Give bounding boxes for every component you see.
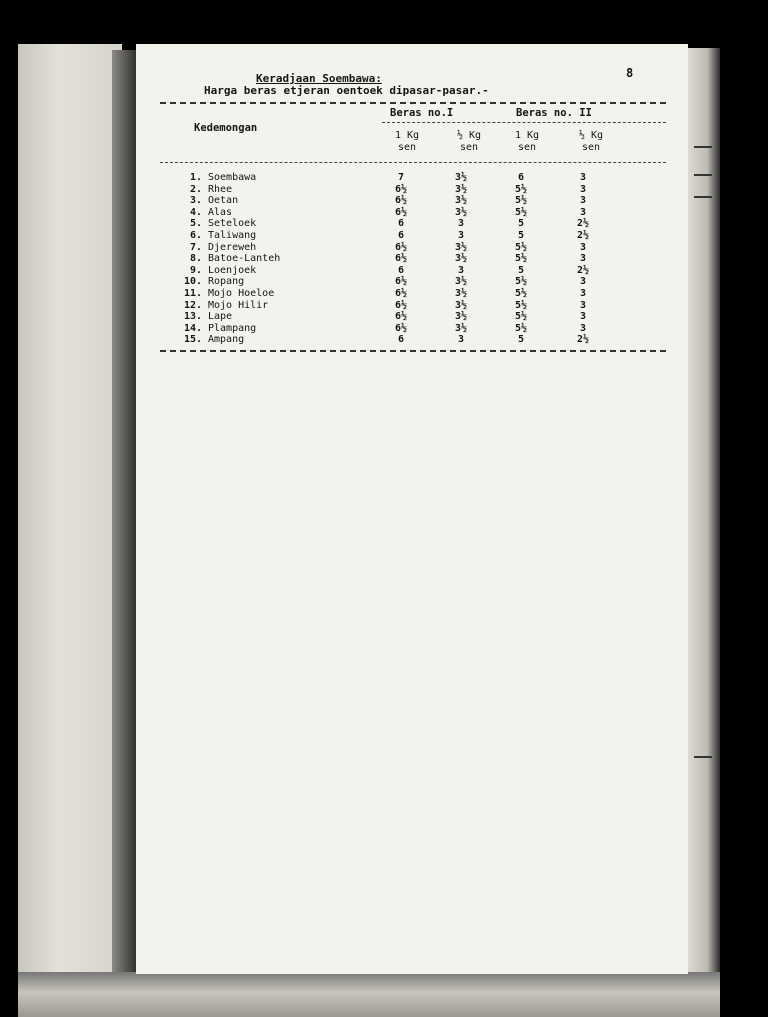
row-number: 2.: [189, 183, 202, 195]
table-row: [176, 184, 676, 196]
price-table-body: [176, 172, 676, 346]
row-number: 1.: [189, 172, 202, 183]
price-cell: 5½: [514, 206, 528, 218]
row-number: 7.: [189, 241, 202, 253]
price-cell: 6½: [394, 206, 408, 218]
table-row: [176, 172, 676, 184]
price-cell: 6½: [394, 241, 408, 253]
table-row: [176, 311, 676, 323]
price-cell: 3½: [454, 311, 468, 323]
kedemongan-name: Soembawa: [208, 172, 257, 183]
price-cell: 3: [579, 311, 587, 323]
price-cell: 5½: [514, 276, 528, 288]
table-row: [176, 323, 676, 335]
kedemongan-name: Rhee: [208, 183, 233, 195]
price-cell: 5½: [514, 253, 528, 265]
price-cell: 2½: [576, 334, 590, 346]
kedemongan-name: Loenjoek: [208, 264, 257, 276]
price-cell: 3: [579, 299, 587, 311]
top-rule: [160, 102, 666, 104]
kedemongan-name: Plampang: [208, 322, 257, 334]
left-margin-strip: [18, 44, 122, 984]
document-page: [136, 44, 688, 974]
price-cell: 5½: [514, 183, 528, 195]
price-cell: 5: [517, 229, 525, 241]
price-cell: 3: [579, 322, 587, 334]
price-cell: 3: [579, 287, 587, 299]
price-cell: 3: [457, 229, 465, 241]
price-cell: 7: [397, 172, 405, 183]
subheader-cell: [446, 130, 492, 154]
price-cell: 6½: [394, 183, 408, 195]
kedemongan-name: Ropang: [208, 276, 245, 288]
row-number: 10.: [183, 276, 202, 288]
price-cell: 5½: [514, 299, 528, 311]
table-row: [176, 218, 676, 230]
price-cell: 6½: [394, 253, 408, 265]
price-cell: 3: [457, 334, 465, 346]
price-cell: 3½: [454, 183, 468, 195]
row-number: 3.: [189, 195, 202, 207]
kedemongan-name: Oetan: [208, 195, 239, 207]
price-cell: 3: [579, 172, 587, 183]
table-row: [176, 334, 676, 346]
subheader-unit: sen: [517, 142, 537, 153]
price-cell: 6: [397, 264, 405, 276]
table-row: [176, 207, 676, 219]
edge-mark: [694, 174, 712, 176]
price-cell: 3: [457, 218, 465, 230]
kedemongan-name: Lape: [208, 311, 233, 323]
price-cell: 3½: [454, 253, 468, 265]
row-number: 9.: [189, 264, 202, 276]
table-row: [176, 288, 676, 300]
row-number: 11.: [183, 287, 202, 299]
kedemongan-name: Mojo Hoeloe: [208, 287, 275, 299]
price-cell: 5½: [514, 241, 528, 253]
price-cell: 3: [579, 195, 587, 207]
kedemongan-name: Mojo Hilir: [208, 299, 269, 311]
price-cell: 3½: [454, 206, 468, 218]
kedemongan-name: Seteloek: [208, 218, 257, 230]
price-cell: 2½: [576, 264, 590, 276]
price-cell: 2½: [576, 229, 590, 241]
price-cell: 6½: [394, 195, 408, 207]
header-rule: [160, 162, 666, 163]
group-header-beras-1: Beras no.I: [390, 107, 454, 119]
table-row: [176, 276, 676, 288]
row-header-kedemongan: Kedemongan: [194, 122, 258, 134]
kedemongan-name: Taliwang: [208, 229, 257, 241]
price-cell: 3: [579, 276, 587, 288]
row-number: 12.: [183, 299, 202, 311]
row-number: 6.: [189, 229, 202, 241]
price-cell: 5½: [514, 311, 528, 323]
kedemongan-name: Batoe-Lanteh: [208, 253, 281, 265]
price-cell: 3: [579, 206, 587, 218]
price-cell: 6½: [394, 287, 408, 299]
price-cell: 3½: [454, 287, 468, 299]
subheader-qty: 1 Kg: [394, 130, 420, 141]
row-number: 4.: [189, 206, 202, 218]
page-title: Keradjaan Soembawa:: [256, 72, 382, 85]
group-header-beras-2: Beras no. II: [516, 107, 592, 119]
subheader-cell: [504, 130, 550, 154]
price-cell: 3: [579, 183, 587, 195]
subheader-qty: 1 Kg: [514, 130, 540, 141]
price-cell: 3: [457, 264, 465, 276]
price-cell: 3½: [454, 195, 468, 207]
table-row: [176, 242, 676, 254]
price-cell: 3½: [454, 299, 468, 311]
price-cell: 5½: [514, 287, 528, 299]
subheader-unit: sen: [459, 142, 479, 153]
row-number: 15.: [183, 334, 202, 346]
edge-mark: [694, 756, 712, 758]
price-cell: 3: [579, 241, 587, 253]
price-cell: 3½: [454, 241, 468, 253]
kedemongan-name: Alas: [208, 206, 233, 218]
page-number: 8: [626, 66, 634, 80]
binding-shadow: [112, 50, 138, 980]
edge-mark: [694, 196, 712, 198]
price-cell: 3½: [454, 322, 468, 334]
edge-mark: [694, 146, 712, 148]
right-page-edge: [688, 48, 720, 978]
price-cell: 2½: [576, 218, 590, 230]
group-rule: [382, 122, 666, 123]
price-cell: 3½: [454, 172, 468, 183]
price-cell: 3½: [454, 276, 468, 288]
row-number: 8.: [189, 253, 202, 265]
price-cell: 6½: [394, 276, 408, 288]
price-cell: 6½: [394, 311, 408, 323]
table-row: [176, 195, 676, 207]
table-row: [176, 253, 676, 265]
kedemongan-name: Ampang: [208, 334, 245, 346]
row-number: 5.: [189, 218, 202, 230]
row-number: 14.: [183, 322, 202, 334]
price-cell: 5½: [514, 322, 528, 334]
price-cell: 3: [579, 253, 587, 265]
table-row: [176, 300, 676, 312]
subheader-cell: [384, 130, 430, 154]
table-row: [176, 230, 676, 242]
price-cell: 5: [517, 218, 525, 230]
subheader-unit: sen: [581, 142, 601, 153]
subheader-unit: sen: [397, 142, 417, 153]
row-number: 13.: [183, 311, 202, 323]
price-cell: 6½: [394, 322, 408, 334]
table-row: [176, 265, 676, 277]
subheader-qty: ½ Kg: [456, 130, 482, 141]
price-cell: 5: [517, 334, 525, 346]
price-cell: 6: [397, 334, 405, 346]
bottom-margin-strip: [18, 972, 720, 1017]
price-cell: 6: [517, 172, 525, 183]
price-cell: 6: [397, 218, 405, 230]
price-cell: 6½: [394, 299, 408, 311]
bottom-rule: [160, 350, 666, 352]
subheader-qty: ½ Kg: [578, 130, 604, 141]
price-cell: 5: [517, 264, 525, 276]
price-cell: 5½: [514, 195, 528, 207]
kedemongan-name: Djereweh: [208, 241, 257, 253]
subheader-cell: [568, 130, 614, 154]
price-cell: 6: [397, 229, 405, 241]
page-subtitle: Harga beras etjeran oentoek dipasar-pasar.-: [204, 84, 489, 97]
